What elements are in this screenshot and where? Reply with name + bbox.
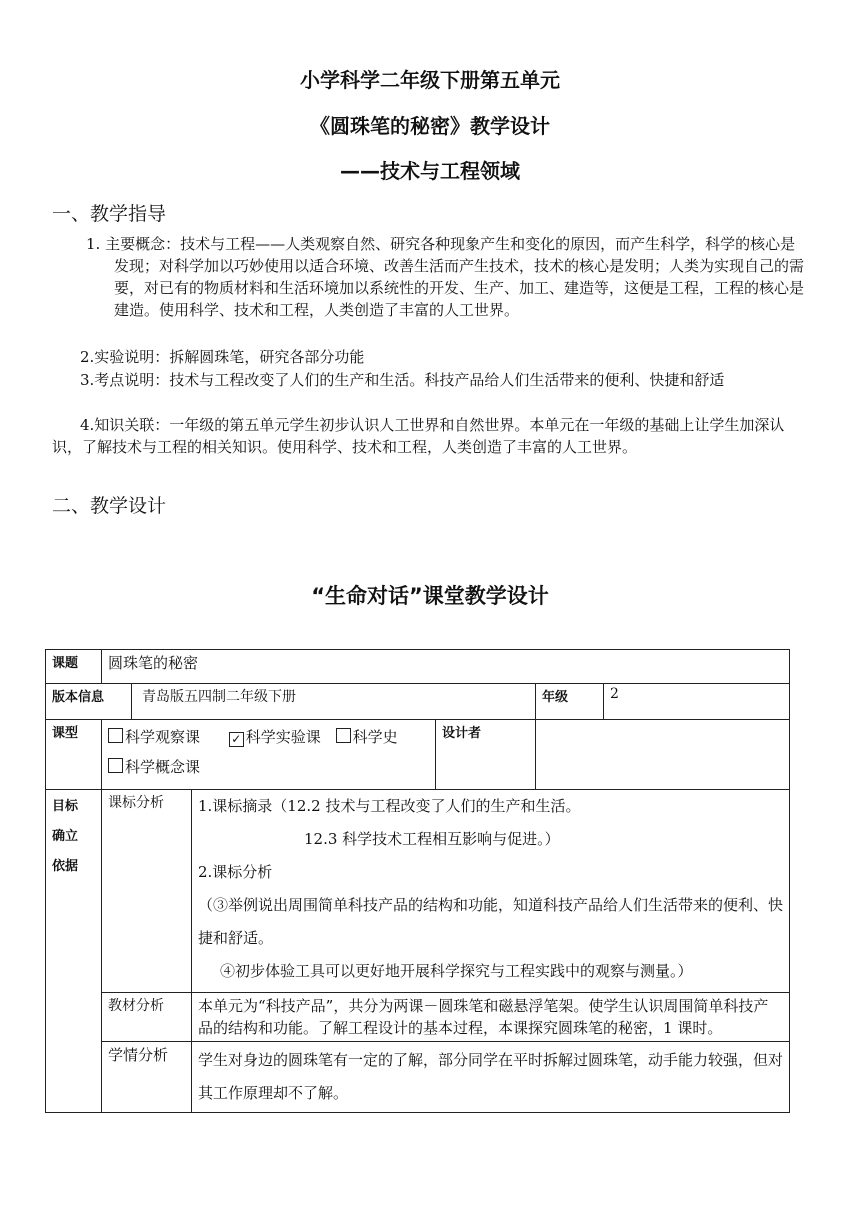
standard-line-3: 2.课标分析 <box>198 863 273 881</box>
type-label: 课型 <box>46 720 102 790</box>
learner-content: 学生对身边的圆珠笔有一定的了解，部分同学在平时拆解过圆珠笔，动手能力较强，但对其工作原理却不了解。 <box>192 1042 790 1113</box>
edition-value: 青岛版五四制二年级下册 <box>132 684 536 720</box>
standard-line-4: （③举例说出周围简单科技产品的结构和功能，知道科技产品给人们生活带来的便利、快捷和舒适。 <box>198 896 784 947</box>
goal-label-1: 目标 <box>52 799 79 814</box>
standard-content <box>192 790 790 993</box>
design-title: “生命对话”课堂教学设计 <box>311 584 549 608</box>
topic-label: 课题 <box>46 650 102 684</box>
topic-value: 圆珠笔的秘密 <box>102 650 790 684</box>
checkbox-checked-icon[interactable]: ✓ <box>229 732 244 747</box>
option-label: 科学实验课 <box>245 728 321 746</box>
row-standard <box>46 790 790 993</box>
section1-heading: 一、教学指导 <box>52 203 167 225</box>
option-concept[interactable] <box>108 752 200 782</box>
row-topic <box>46 650 790 684</box>
standard-line-2: 12.3 科学技术工程相互影响与促进。） <box>304 830 560 848</box>
standard-line-1: 1.课标摘录（12.2 技术与工程改变了人们的生产和生活。 <box>198 797 581 815</box>
checkbox-icon[interactable] <box>108 728 123 743</box>
section2-heading: 二、教学设计 <box>52 495 167 517</box>
goal-label-2: 确立 <box>52 829 79 844</box>
checkbox-icon[interactable] <box>336 728 351 743</box>
option-experiment[interactable] <box>229 722 321 752</box>
guide-item-2: 2.实验说明：拆解圆珠笔，研究各部分功能 <box>80 348 365 366</box>
guide-item-1: 1. 主要概念：技术与工程——人类观察自然、研究各种现象产生和变化的原因，而产生科学，科学的核心是发现；对科学加以巧妙使用以适合环境、改善生活而产生技术，技术的核心是发明；人类为实现自己的需要，对已有的物质材料和生活环境加以系统性的开发、生产、加工、建造等，这便是工程，工程的核心是建造。使用科学、技术和工程，人类创造了丰富的人工世界。 <box>86 235 805 319</box>
lesson-design-table <box>45 649 790 1113</box>
doc-title-line1: 小学科学二年级下册第五单元 <box>300 68 560 92</box>
grade-label: 年级 <box>536 684 604 720</box>
option-observation[interactable] <box>108 722 200 752</box>
guide-item-3: 3.考点说明：技术与工程改变了人们的生产和生活。科技产品给人们生活带来的便利、快捷和舒适 <box>80 371 725 389</box>
goal-label-3: 依据 <box>52 859 79 874</box>
textbook-content: 本单元为“科技产品”，共分为两课－圆珠笔和磁悬浮笔架。使学生认识周围简单科技产品的结构和功能。了解工程设计的基本过程，本课探究圆珠笔的秘密，1 课时。 <box>192 993 790 1042</box>
checkbox-icon[interactable] <box>108 758 123 773</box>
grade-value: 2 <box>604 684 790 720</box>
row-edition <box>46 684 790 720</box>
option-history[interactable] <box>336 722 398 752</box>
option-label: 科学观察课 <box>125 728 201 746</box>
goal-label <box>46 790 102 1113</box>
standard-line-5: ④初步体验工具可以更好地开展科学探究与工程实践中的观察与测量。） <box>220 962 693 980</box>
type-options <box>102 720 436 790</box>
designer-label: 设计者 <box>436 720 536 790</box>
designer-value <box>536 720 790 790</box>
doc-title-line3: ——技术与工程领域 <box>340 159 520 183</box>
edition-label: 版本信息 <box>46 684 132 720</box>
row-learner <box>46 1042 790 1113</box>
learner-label: 学情分析 <box>102 1042 192 1113</box>
row-textbook <box>46 993 790 1042</box>
guide-item-4: 4.知识关联：一年级的第五单元学生初步认识人工世界和自然世界。本单元在一年级的基础上让学生加深认识，了解技术与工程的相关知识。使用科学、技术和工程，人类创造了丰富的人工世界。 <box>52 416 785 456</box>
standard-label: 课标分析 <box>102 790 192 993</box>
textbook-label: 教材分析 <box>102 993 192 1042</box>
row-type <box>46 720 790 790</box>
option-label: 科学概念课 <box>125 758 201 776</box>
option-label: 科学史 <box>352 728 398 746</box>
doc-title-line2: 《圆珠笔的秘密》教学设计 <box>310 114 550 138</box>
